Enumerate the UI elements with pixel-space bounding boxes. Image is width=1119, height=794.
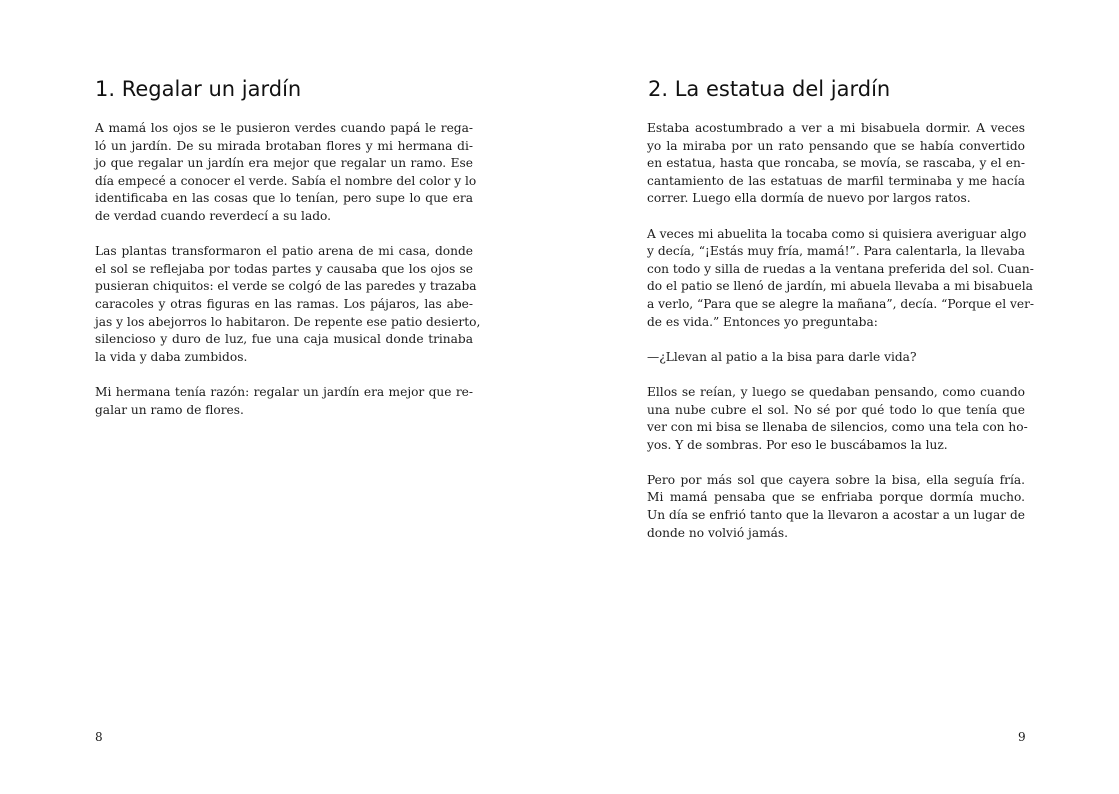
text-line: A veces mi abuelita la tocaba como si quisiera averiguar algo (647, 226, 1027, 241)
text-line: Mi hermana tenía razón: regalar un jardín era mejor que re- (95, 384, 473, 399)
paragraph-gap (647, 366, 1025, 384)
page-number: 9 (1018, 730, 1026, 744)
text-line: ló un jardín. De su mirada brotaban flores y mi hermana di- (95, 138, 473, 153)
text-line: yos. Y de sombras. Por eso le buscábamos la luz. (647, 437, 948, 452)
text-line: de verdad cuando reverdecí a su lado. (95, 208, 332, 223)
text-line: yo la miraba por un rato pensando que se había convertido (647, 138, 1025, 153)
text-line: y decía, “¡Estás muy fría, mamá!”. Para calentarla, la llevaba (647, 244, 1025, 259)
paragraph (647, 472, 1025, 542)
text-line: cantamiento de las estatuas de marfil terminaba y me hacía (647, 173, 1025, 188)
left-page (0, 0, 559, 794)
text-line: jo que regalar un jardín era mejor que regalar un ramo. Ese (95, 156, 473, 171)
paragraph-gap (647, 454, 1025, 472)
paragraph (647, 226, 1035, 332)
text-line: Un día se enfrió tanto que la llevaron a acostar a un lugar de (647, 508, 1025, 523)
paragraph-gap (647, 331, 1025, 349)
paragraph (647, 120, 1025, 208)
page-number: 8 (95, 730, 103, 744)
paragraph (647, 384, 1028, 454)
paragraph-gap (647, 208, 1025, 226)
text-line: día empecé a conocer el verde. Sabía el nombre del color y lo (95, 173, 477, 188)
text-line: el sol se reflejaba por todas partes y causaba que los ojos se (95, 261, 473, 276)
text-line: correr. Luego ella dormía de nuevo por largos ratos. (647, 191, 971, 206)
text-line: ver con mi bisa se llenaba de silencios, como una tela con ho- (647, 420, 1028, 435)
text-line: con todo y silla de ruedas a la ventana preferida del sol. Cuan- (647, 261, 1034, 276)
text-line: de es vida.” Entonces yo preguntaba: (647, 314, 878, 329)
text-line: la vida y daba zumbidos. (95, 349, 248, 364)
text-line: en estatua, hasta que roncaba, se movía, se rascaba, y el en- (647, 156, 1025, 171)
paragraph (95, 384, 473, 419)
text-line: A mamá los ojos se le pusieron verdes cuando papá le rega- (95, 121, 473, 135)
chapter-title: 1. Regalar un jardín (95, 77, 302, 101)
chapter-title: 2. La estatua del jardín (648, 77, 891, 101)
text-line: Las plantas transformaron el patio arena de mi casa, donde (95, 244, 473, 259)
right-page (559, 0, 1119, 794)
text-line: galar un ramo de flores. (95, 402, 244, 417)
text-line: Mi mamá pensaba que se enfriaba porque dormía mucho. (647, 490, 1025, 505)
paragraph (95, 120, 477, 226)
paragraph (647, 349, 1025, 367)
text-line: —¿Llevan al patio a la bisa para darle vida? (647, 349, 917, 364)
text-line: una nube cubre el sol. No sé por qué todo lo que tenía que (647, 402, 1025, 417)
paragraph-gap (95, 226, 473, 244)
chapter-body (95, 120, 481, 419)
text-line: Ellos se reían, y luego se quedaban pensando, como cuando (647, 384, 1025, 399)
text-line: a verlo, “Para que se alegre la mañana”, decía. “Porque el ver- (647, 296, 1035, 311)
text-line: Pero por más sol que cayera sobre la bisa, ella seguía fría. (647, 472, 1025, 487)
text-line: identificaba en las cosas que lo tenían, pero supe lo que era (95, 191, 473, 206)
paragraph-gap (95, 366, 473, 384)
paragraph (95, 243, 481, 366)
chapter-body (647, 120, 1035, 542)
text-line: donde no volvió jamás. (647, 525, 789, 540)
text-line: Estaba acostumbrado a ver a mi bisabuela dormir. A veces (647, 121, 1025, 135)
text-line: caracoles y otras figuras en las ramas. Los pájaros, las abe- (95, 296, 473, 311)
text-line: jas y los abejorros lo habitaron. De repente ese patio desierto, (95, 314, 481, 329)
text-line: pusieran chiquitos: el verde se colgó de las paredes y trazaba (95, 279, 477, 294)
text-line: do el patio se llenó de jardín, mi abuela llevaba a mi bisabuela (647, 279, 1033, 294)
text-line: silencioso y duro de luz, fue una caja musical donde trinaba (95, 332, 473, 347)
